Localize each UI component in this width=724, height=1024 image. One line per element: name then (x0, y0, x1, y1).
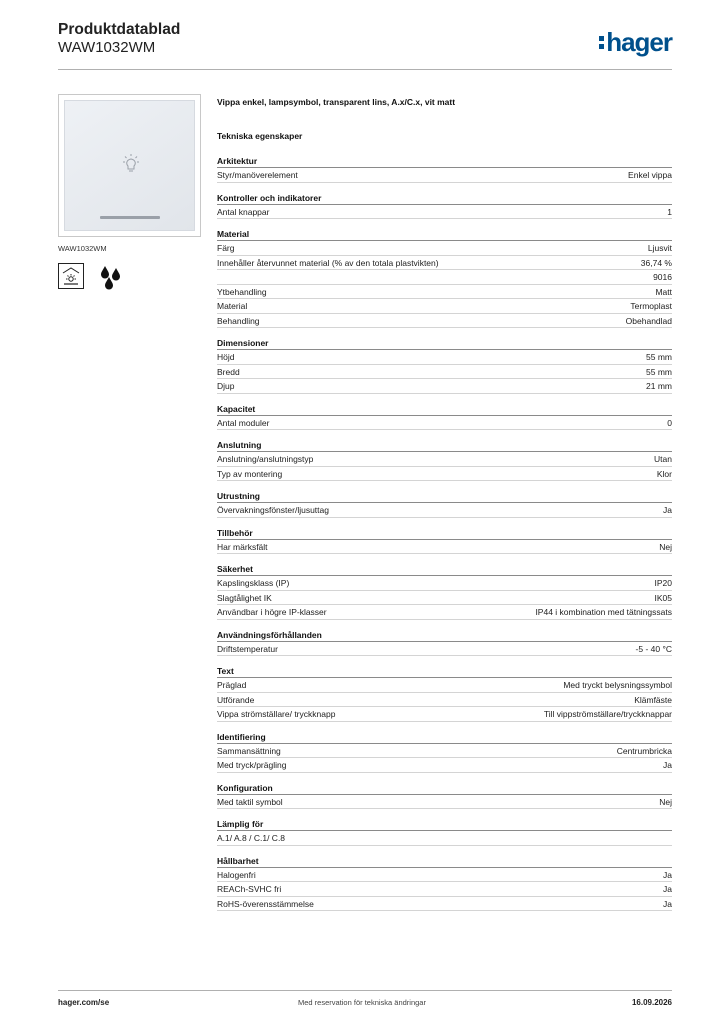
spec-value: Matt (655, 286, 672, 297)
footer-website[interactable]: hager.com/se (58, 998, 110, 1007)
spec-row (217, 693, 672, 708)
spec-row (217, 416, 672, 431)
spec-section (217, 528, 672, 555)
spec-value: IP20 (654, 578, 672, 588)
spec-row (217, 882, 672, 897)
section-title: Text (217, 666, 672, 678)
header-divider (58, 69, 672, 70)
spec-label: Färg (217, 243, 235, 253)
spec-row (217, 467, 672, 482)
spec-row (217, 831, 672, 846)
spec-value: 55 mm (646, 352, 672, 362)
section-title: Material (217, 229, 672, 241)
spec-label: Anslutning/anslutningstyp (217, 454, 314, 464)
spec-value: 55 mm (646, 366, 672, 377)
spec-section (217, 404, 672, 431)
spec-value: Nej (659, 796, 672, 807)
spec-label: Har märksfält (217, 541, 268, 552)
spec-row (217, 168, 672, 183)
section-title: Kapacitet (217, 404, 672, 416)
spec-value: 21 mm (646, 381, 672, 391)
spec-label: Halogenfri (217, 869, 256, 880)
spec-value: 0 (667, 417, 672, 428)
spec-label: Antal moduler (217, 417, 270, 428)
spec-value: Enkel vippa (628, 170, 672, 180)
section-title: Säkerhet (217, 564, 672, 576)
spec-section (217, 666, 672, 722)
spec-row (217, 758, 672, 773)
spec-label: Behandling (217, 315, 260, 326)
spec-section (217, 630, 672, 657)
spec-row (217, 678, 672, 693)
spec-row (217, 365, 672, 380)
spec-label: Djup (217, 381, 235, 391)
spec-label: Antal knappar (217, 206, 270, 217)
spec-value: 36,74 % (640, 257, 672, 268)
spec-row (217, 576, 672, 591)
section-title: Arkitektur (217, 156, 672, 168)
indoor-lamp-icon (58, 263, 84, 289)
spec-label: Material (217, 301, 248, 311)
section-title: Hållbarhet (217, 856, 672, 868)
switch-rocker (64, 100, 195, 231)
spec-label: Med taktil symbol (217, 796, 283, 807)
product-image (58, 94, 201, 237)
spec-section (217, 783, 672, 810)
spec-label: Utförande (217, 694, 255, 705)
spec-label: RoHS-överensstämmelse (217, 898, 314, 909)
spec-value: Ljusvit (647, 243, 672, 253)
spec-value: Ja (663, 869, 672, 880)
spec-value: 1 (667, 206, 672, 217)
spec-row (217, 241, 672, 256)
footer-date: 16.09.2026 (631, 998, 672, 1007)
footer-divider (58, 990, 672, 991)
spec-label: Höjd (217, 352, 235, 362)
section-title: Identifiering (217, 732, 672, 744)
spec-value: IP44 i kombination med tätningssats (535, 607, 672, 617)
spec-value: Ja (663, 884, 672, 894)
spec-label: Innehåller återvunnet material (% av den totala plastvikten) (217, 257, 439, 268)
spec-row (217, 452, 672, 467)
section-title: Dimensioner (217, 338, 672, 350)
lamp-symbol-icon (120, 153, 142, 177)
spec-row (217, 795, 672, 810)
section-title: Lämplig för (217, 819, 672, 831)
spec-label: Med tryck/prägling (217, 760, 287, 770)
section-title: Kontroller och indikatorer (217, 193, 672, 205)
spec-row (217, 605, 672, 620)
spec-section (217, 856, 672, 912)
spec-label: Kapslingsklass (IP) (217, 578, 290, 588)
hager-logo[interactable] (599, 27, 672, 57)
spec-value: Termoplast (630, 301, 672, 311)
section-title: Utrustning (217, 491, 672, 503)
spec-label: Ytbehandling (217, 286, 267, 297)
spec-value: Utan (654, 454, 672, 464)
spec-section (217, 156, 672, 183)
logo-mark-icon (599, 36, 604, 49)
spec-value: Ja (663, 898, 672, 909)
spec-row (217, 642, 672, 657)
section-title: Konfiguration (217, 783, 672, 795)
spec-label: Bredd (217, 366, 240, 377)
spec-value: Till vippströmställare/tryckknappar (543, 709, 672, 719)
image-caption: WAW1032WM (58, 244, 107, 253)
spec-label: Driftstemperatur (217, 643, 278, 654)
spec-section (217, 193, 672, 220)
spec-row (217, 299, 672, 314)
spec-row (217, 350, 672, 365)
spec-row (217, 205, 672, 220)
spec-value: Centrumbricka (616, 745, 672, 756)
footer-disclaimer: Med reservation för tekniska ändringar (298, 998, 426, 1007)
spec-value: Ja (663, 505, 672, 515)
spec-row (217, 540, 672, 555)
spec-value: Klor (656, 468, 672, 479)
spec-label: Typ av montering (217, 468, 283, 479)
spec-row (217, 256, 672, 271)
spec-value: Klämfäste (634, 694, 672, 705)
spec-label: Slagtålighet IK (217, 592, 272, 603)
product-description: Vippa enkel, lampsymbol, transparent lins, A.x/C.x, vit matt (217, 97, 456, 107)
spec-section (217, 491, 672, 518)
spec-label: Vippa strömställare/ tryckknapp (217, 709, 336, 719)
spec-value: Ja (663, 760, 672, 770)
spec-row (217, 744, 672, 759)
spec-section (217, 564, 672, 620)
spec-value: -5 - 40 °C (635, 643, 672, 654)
spec-section (217, 338, 672, 394)
product-code: WAW1032WM (58, 39, 156, 56)
spec-value: Nej (659, 541, 672, 552)
spec-row (217, 591, 672, 606)
spec-label: Präglad (217, 680, 247, 690)
spec-section (217, 732, 672, 773)
spec-value: Med tryckt belysningssymbol (563, 680, 672, 690)
spec-section (217, 819, 672, 846)
spec-row (217, 868, 672, 883)
logo-text: hager (606, 27, 672, 57)
spec-row (217, 503, 672, 518)
spec-row (217, 270, 672, 285)
tech-heading: Tekniska egenskaper (217, 131, 303, 141)
section-title: Anslutning (217, 440, 672, 452)
spec-row (217, 897, 672, 912)
spec-table (217, 156, 672, 921)
spec-label: Användbar i högre IP-klasser (217, 607, 327, 617)
water-drops-icon (97, 263, 123, 289)
spec-row (217, 314, 672, 329)
document-title: Produktdatablad (58, 21, 181, 38)
spec-label: A.1/ A.8 / C.1/ C.8 (217, 833, 286, 843)
spec-row (217, 379, 672, 394)
section-title: Tillbehör (217, 528, 672, 540)
spec-section (217, 229, 672, 328)
spec-label: REACh-SVHC fri (217, 884, 282, 894)
section-title: Användningsförhållanden (217, 630, 672, 642)
spec-value: Obehandlad (625, 315, 672, 326)
spec-label: Sammansättning (217, 745, 281, 756)
spec-row (217, 707, 672, 722)
spec-row (217, 285, 672, 300)
spec-section (217, 440, 672, 481)
spec-label: Övervakningsfönster/ljusuttag (217, 505, 329, 515)
spec-label: Styr/manöverelement (217, 170, 298, 180)
spec-value: IK05 (654, 592, 672, 603)
indicator-lens (100, 216, 160, 219)
spec-value: 9016 (653, 272, 672, 282)
